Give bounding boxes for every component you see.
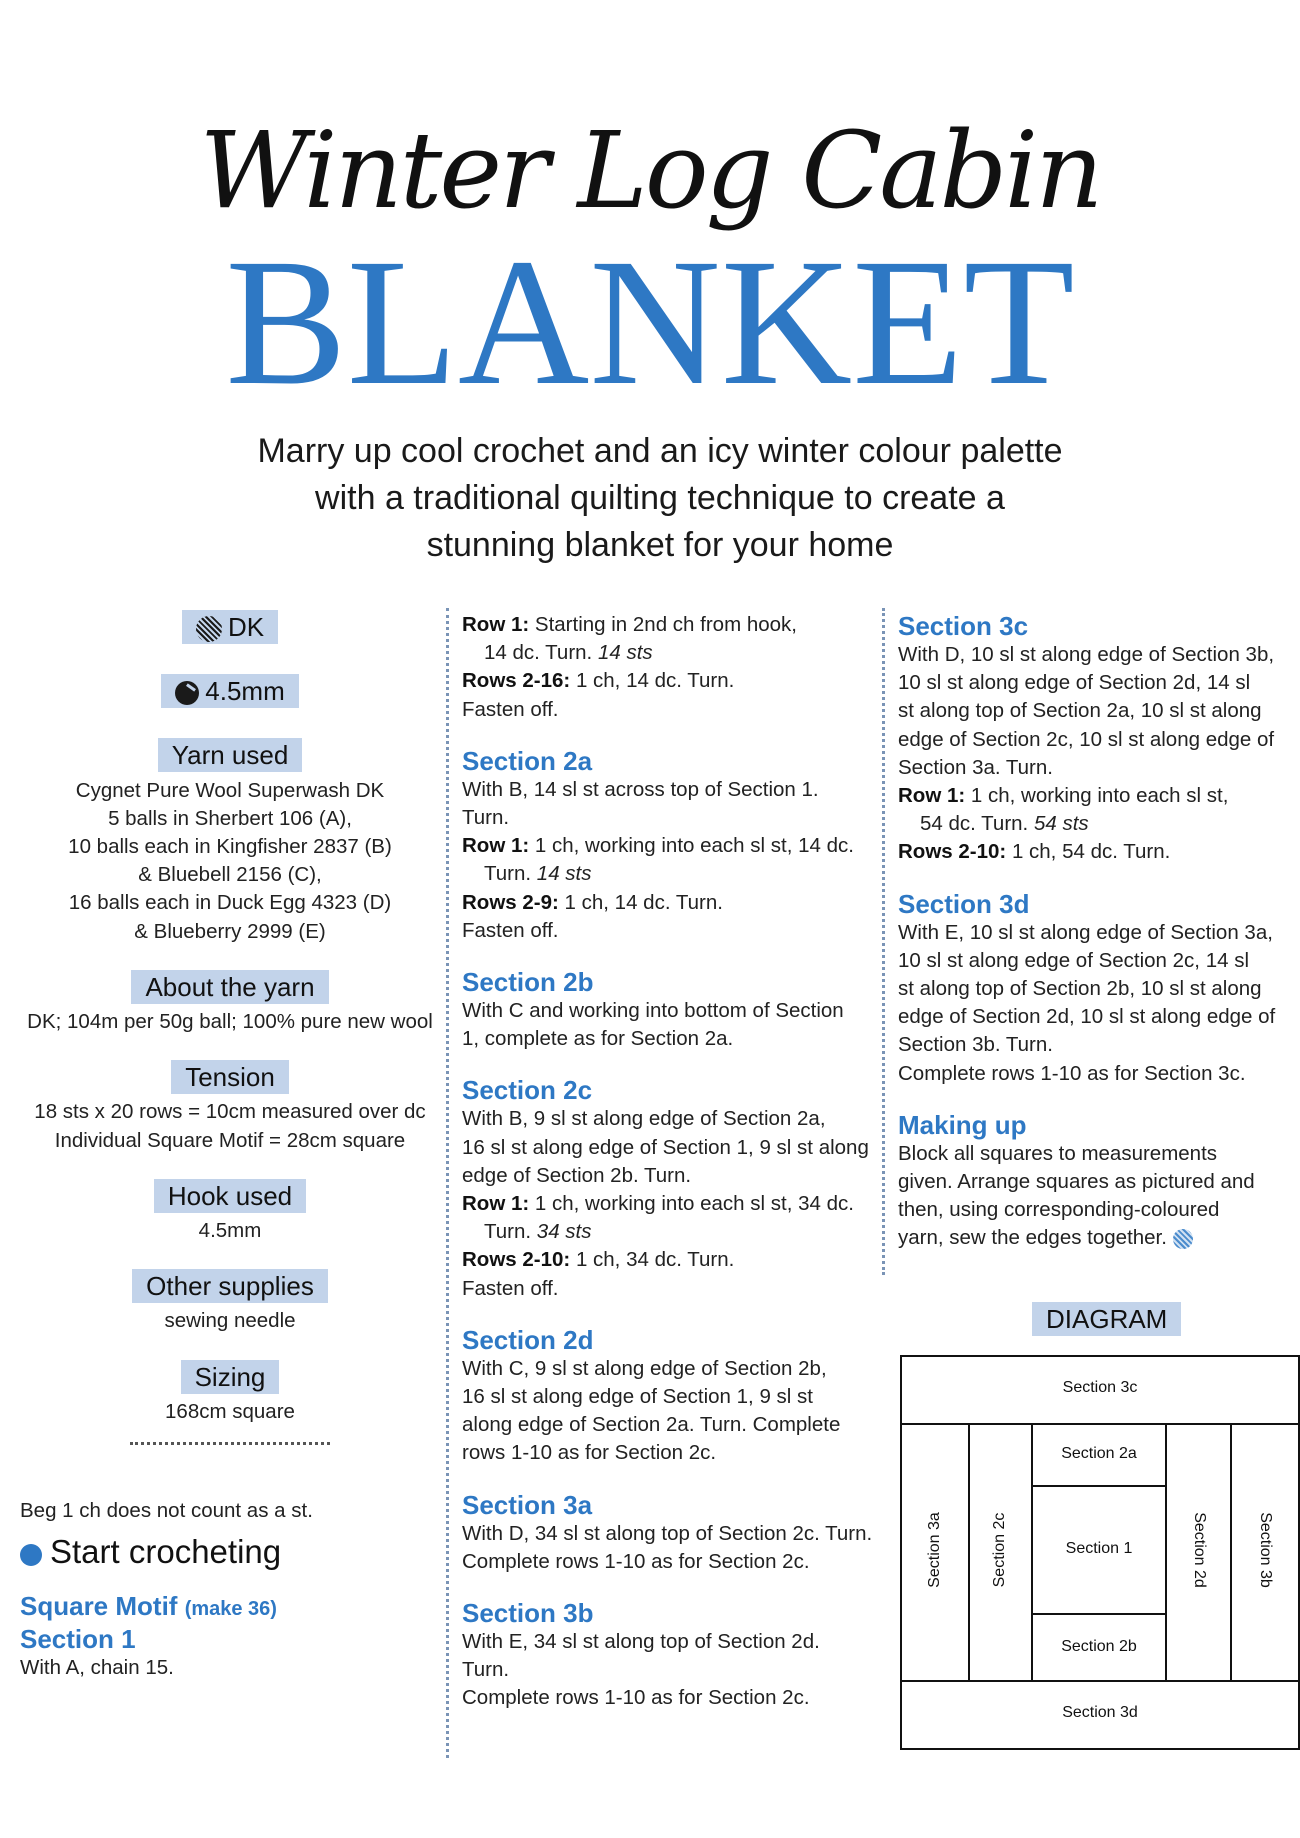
yarn-line: & Blueberry 2999 (E) [134,919,326,943]
instruction-row: With B, 14 sl st across top of Section 1. [462,777,819,801]
instruction-row: 10 sl st along edge of Section 2d, 14 sl [898,671,1251,695]
diagram-label-2a: Section 2a [1061,1445,1137,1462]
title-script: Winter Log Cabin [199,109,1101,232]
instruction-row: Rows 2-9: 1 ch, 14 dc. Turn. [462,890,723,914]
instruction-row: st along top of Section 2b, 10 sl st along [898,977,1262,1001]
section-2a-heading: Section 2a [462,745,593,776]
tension-heading: Tension [171,1060,289,1094]
instruction-row: rows 1-10 as for Section 2c. [462,1441,717,1465]
diagram-label-2b: Section 2b [1061,1638,1137,1655]
diagram-label-3b: Section 3b [1257,1512,1274,1588]
yarn-line: Cygnet Pure Wool Superwash DK [75,778,385,802]
instruction-row: Section 3a. Turn. [898,755,1053,779]
section1-heading: Section 1 [20,1624,136,1655]
section-2d-heading: Section 2d [462,1324,594,1355]
section-3a-heading: Section 3a [462,1489,593,1520]
yarn-ball-end-icon [1173,1229,1193,1249]
instruction-row: 16 sl st along edge of Section 1, 9 sl st along [462,1135,869,1159]
section-3b-heading: Section 3b [462,1598,594,1629]
column-divider [882,608,885,1275]
section-2b-heading: Section 2b [462,967,594,998]
instruction-row: Row 1: 1 ch, working into each sl st, 34 dc. [462,1192,854,1216]
motif-heading: Square Motif (make 36) [20,1591,277,1622]
intro-line: with a traditional quilting technique to create a [315,479,1005,517]
instruction-row: Rows 2-10: 1 ch, 54 dc. Turn. [898,840,1171,864]
page-title: BLANKET [225,222,1075,423]
about-yarn-heading: About the yarn [131,970,328,1004]
note-text: Beg 1 ch does not count as a st. [20,1499,313,1523]
instruction-row: Fasten off. [462,1276,559,1300]
hook-size-label: 4.5mm [161,674,298,708]
diagram-label-2d: Section 2d [1191,1512,1208,1588]
instruction-row: st along top of Section 2a, 10 sl st along [898,699,1262,723]
diagram-label-3a: Section 3a [926,1512,943,1588]
diagram-label-3d: Section 3d [1062,1704,1138,1721]
yarn-line: 16 balls each in Duck Egg 4323 (D) [68,891,392,915]
instruction-row: Turn. [462,806,510,830]
diagram-label-3c: Section 3c [1062,1379,1138,1396]
instruction-row: Complete rows 1-10 as for Section 2c. [462,1686,810,1710]
instruction-row: edge of Section 2d, 10 sl st along edge of [898,1005,1276,1029]
instruction-row: Section 3b. Turn. [898,1033,1053,1057]
yarn-line: & Bluebell 2156 (C), [138,863,322,887]
hook-used-heading: Hook used [154,1179,306,1213]
bullet-dot-icon [20,1544,42,1566]
diagram-heading: DIAGRAM [1032,1302,1181,1336]
instruction-row: along edge of Section 2a. Turn. Complete [462,1413,841,1437]
tension-line: Individual Square Motif = 28cm square [54,1128,406,1152]
instruction-row: Turn. 34 sts [484,1220,592,1244]
instruction-row: With D, 34 sl st along top of Section 2c. Turn. [462,1521,873,1545]
instruction-row: Row 1: 1 ch, working into each sl st, [898,784,1229,808]
instruction-row: 54 dc. Turn. 54 sts [920,812,1089,836]
section-3c-heading: Section 3c [898,611,1029,641]
instruction-row: With C and working into bottom of Section [462,999,844,1023]
instruction-row: Rows 2-16: 1 ch, 14 dc. Turn. [462,669,735,693]
yarn-line: 10 balls each in Kingfisher 2837 (B) [68,835,392,859]
instruction-row: given. Arrange squares as pictured and [898,1170,1255,1194]
hook-used-text: 4.5mm [198,1219,262,1243]
sizing-text: 168cm square [165,1399,295,1423]
tension-text [20,1098,440,1154]
log-cabin-diagram [900,1355,1300,1750]
instruction-row: Complete rows 1-10 as for Section 2c. [462,1549,810,1573]
instruction-row: yarn, sew the edges together. [898,1224,1300,1252]
instruction-row: edge of Section 2c, 10 sl st along edge of [898,727,1275,751]
yarn-used-list [20,777,440,946]
intro-text [100,428,1220,569]
making-up-heading: Making up [898,1109,1027,1140]
intro-line: Marry up cool crochet and an icy winter colour palette [257,432,1063,470]
diagram-label-1: Section 1 [1065,1540,1133,1557]
left-column [20,610,440,1682]
intro-line: stunning blanket for your home [426,526,894,564]
section1-text: With A, chain 15. [20,1656,174,1680]
hook-icon [175,681,199,705]
yarn-line: 5 balls in Sherbert 106 (A), [108,806,352,830]
other-supplies-text: sewing needle [164,1309,296,1333]
instruction-row: edge of Section 2b. Turn. [462,1163,692,1187]
right-column [898,611,1300,1253]
instruction-row: Turn. 14 sts [484,862,592,886]
instruction-row: 10 sl st along edge of Section 2c, 14 sl [898,948,1250,972]
instruction-row: Fasten off. [462,697,559,721]
instruction-row: With D, 10 sl st along edge of Section 3b, [898,643,1275,666]
yarn-used-heading: Yarn used [158,738,303,772]
column-divider [446,608,449,1758]
instruction-row: Complete rows 1-10 as for Section 3c. [898,1061,1246,1085]
yarn-ball-icon [196,616,222,642]
weight-label: DK [182,610,278,644]
instruction-row: Turn. [462,1658,510,1682]
instruction-row: With E, 10 sl st along edge of Section 3a, [898,920,1273,944]
instruction-row: Block all squares to measurements [898,1141,1218,1165]
instruction-row: 1, complete as for Section 2a. [462,1027,734,1051]
tension-line: 18 sts x 20 rows = 10cm measured over dc [34,1100,426,1124]
instruction-row: Rows 2-10: 1 ch, 34 dc. Turn. [462,1248,735,1272]
instruction-row: With C, 9 sl st along edge of Section 2b, [462,1356,827,1380]
instruction-row: Row 1: 1 ch, working into each sl st, 14 dc. [462,834,854,858]
instruction-row: 14 dc. Turn. 14 sts [484,641,653,665]
sizing-heading: Sizing [181,1360,280,1394]
section-3d-heading: Section 3d [898,888,1030,919]
instruction-row: With B, 9 sl st along edge of Section 2a, [462,1107,826,1131]
diagram-label-2c: Section 2c [991,1512,1008,1588]
instruction-row: Row 1: Starting in 2nd ch from hook, [462,613,797,636]
other-supplies-heading: Other supplies [132,1269,328,1303]
instruction-row: Fasten off. [462,918,559,942]
section-2c-heading: Section 2c [462,1075,593,1106]
instruction-row: 16 sl st along edge of Section 1, 9 sl st [462,1385,813,1409]
instruction-row: then, using corresponding-coloured [898,1198,1220,1222]
start-heading: Start crocheting [20,1531,440,1573]
about-yarn-text: DK; 104m per 50g ball; 100% pure new wool [27,1010,433,1034]
instruction-row: With E, 34 sl st along top of Section 2d. [462,1630,820,1654]
middle-column [462,611,882,1713]
